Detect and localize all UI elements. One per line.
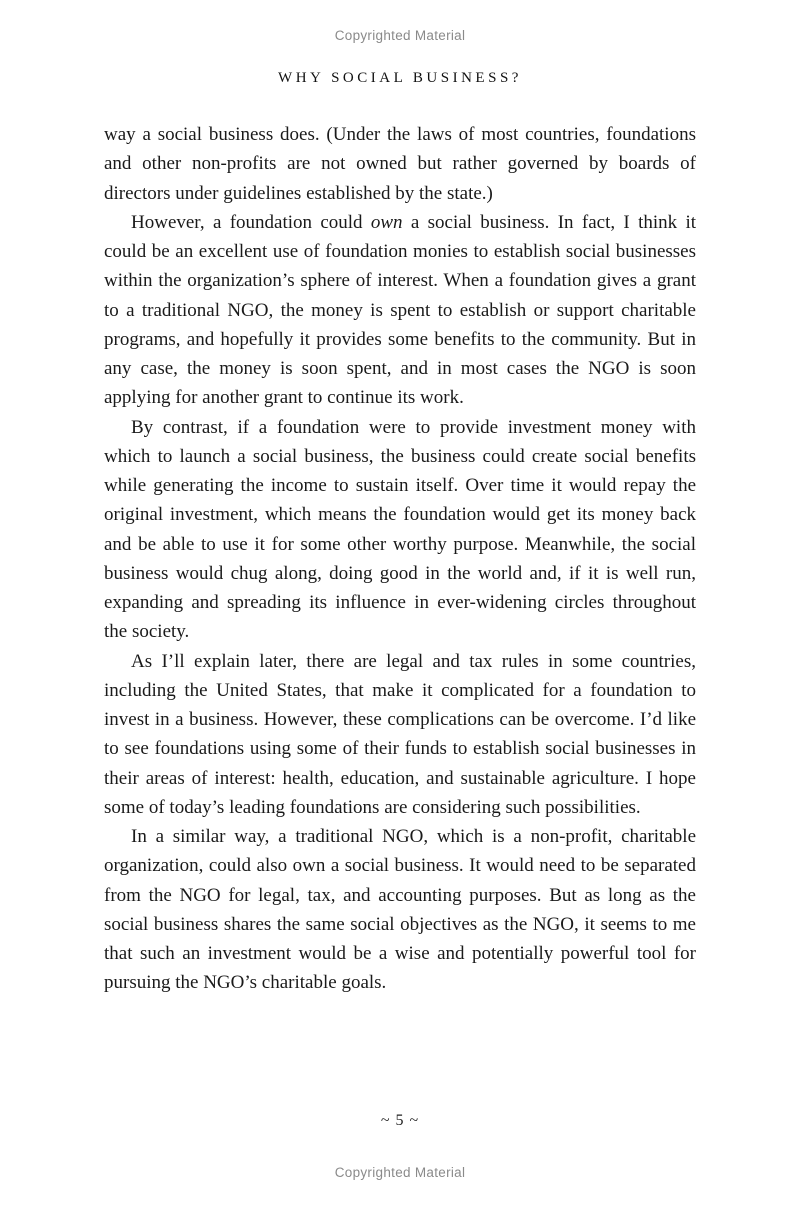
text-run: way a social business does. (Under the laws of most countries, foundations and other non-profits are not owned but rather governed by boards of directors under guidelines established by the state.) bbox=[104, 124, 696, 204]
text-run: a social business. In fact, I think it could be an excellent use of foundation monies to establish social businesses within the organization’s sphere of interest. When a foundation gives a grant to a traditional NGO, the money is spent to establish or support charitable programs, and hopefully it provides some benefits to the community. But in any case, the money is soon spent, and in most cases the NGO is soon applying for another grant to continue its work. bbox=[104, 211, 697, 409]
copyright-notice-top: Copyrighted Material bbox=[334, 28, 466, 43]
paragraph bbox=[104, 413, 696, 647]
paragraph bbox=[104, 120, 696, 208]
paragraph bbox=[104, 647, 696, 823]
paragraph bbox=[104, 822, 696, 998]
text-run: In a similar way, a traditional NGO, which is a non-profit, charitable organization, could also own a social business. It would need to be separated from the NGO for legal, tax, and accounting purposes. But as long as the social business shares the same social objectives as the NGO, it seems to me that such an investment would be a wise and potentially powerful tool for pursuing the NGO’s charitable goals. bbox=[104, 826, 696, 994]
body-text bbox=[104, 120, 696, 998]
text-run: By contrast, if a foundation were to provide investment money with which to launch a social business, the business could create social benefits while generating the income to sustain itself. Over time it would repay the original investment, which means the foundation would get its money back and be able to use it for some other worthy purpose. Meanwhile, the social business would chug along, doing good in the world and, if it is well run, expanding and spreading its influence in ever-widening circles throughout the society. bbox=[104, 416, 696, 643]
paragraph bbox=[104, 208, 696, 413]
copyright-notice-bottom: Copyrighted Material bbox=[334, 1165, 466, 1180]
page-number: ~ 5 ~ bbox=[380, 1112, 420, 1129]
text-run: However, a foundation could bbox=[131, 211, 371, 233]
italic-text-run: own bbox=[370, 211, 403, 233]
chapter-header: WHY SOCIAL BUSINESS? bbox=[278, 70, 522, 86]
text-run: As I’ll explain later, there are legal and tax rules in some countries, including the United States, that make it complicated for a foundation to invest in a business. However, these complications can be overcome. I’d like to see foundations using some of their funds to establish social businesses in their areas of interest: health, education, and sustainable agriculture. I hope some of today’s leading foundations are considering such possibilities. bbox=[104, 650, 696, 818]
